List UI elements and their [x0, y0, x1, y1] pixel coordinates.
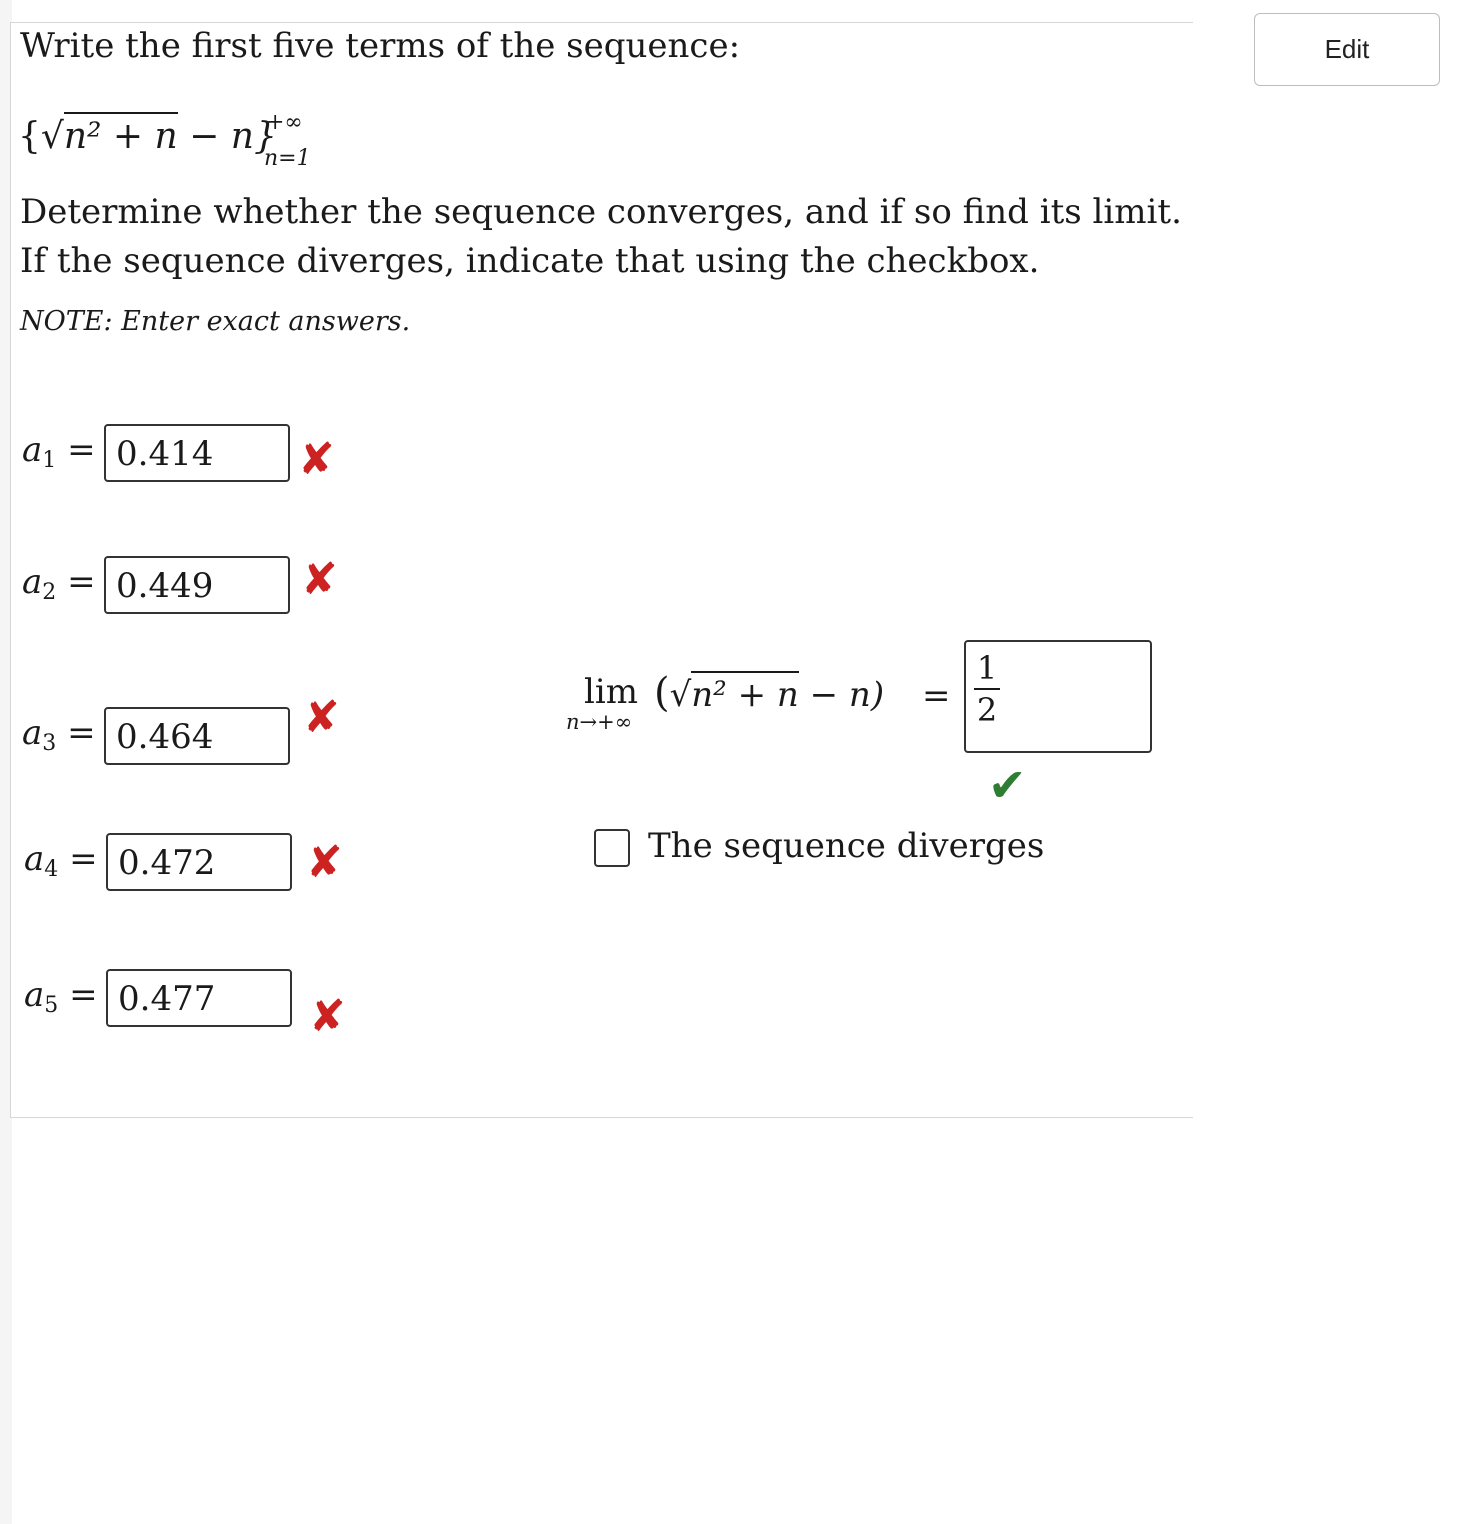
- diverges-label[interactable]: The sequence diverges: [648, 826, 1045, 866]
- a5-label: $a_5$ =: [24, 975, 98, 1018]
- a5-wrong-icon: ✘: [309, 991, 346, 1042]
- note-text: NOTE: Enter exact answers.: [20, 306, 411, 337]
- a4-wrong-icon: ✘: [306, 837, 343, 888]
- a5-input[interactable]: 0.477: [106, 969, 292, 1027]
- a3-wrong-icon: ✘: [303, 692, 340, 743]
- a1-wrong-icon: ✘: [298, 434, 335, 485]
- a4-input[interactable]: 0.472: [106, 833, 292, 891]
- question-line-1: Write the first five terms of the sequence:: [20, 26, 741, 66]
- edit-button[interactable]: Edit: [1254, 13, 1440, 86]
- question-line-3: If the sequence diverges, indicate that using the checkbox.: [20, 241, 1040, 281]
- sequence-expression: {√n² + n − n}: [18, 116, 277, 157]
- sequence-lower-bound: n=1: [264, 146, 311, 171]
- limit-numerator: 1: [976, 649, 998, 687]
- limit-correct-icon: ✔: [988, 758, 1027, 812]
- fraction-bar: [974, 688, 1000, 690]
- limit-fraction: [974, 650, 1000, 728]
- limit-subscript: n→+∞: [566, 710, 633, 734]
- a1-label: $a_1$ =: [22, 430, 96, 473]
- diverges-checkbox[interactable]: [594, 829, 630, 867]
- a3-input[interactable]: 0.464: [104, 707, 290, 765]
- a2-wrong-icon: ✘: [301, 554, 338, 605]
- sequence-radicand: n² + n: [64, 112, 178, 157]
- a1-input[interactable]: 0.414: [104, 424, 290, 482]
- sequence-tail: − n}: [177, 116, 277, 157]
- limit-lim: lim: [584, 672, 638, 712]
- limit-expression: (√n² + n − n): [654, 670, 885, 716]
- sequence-upper-bound: +∞: [266, 110, 303, 135]
- a4-label: $a_4$ =: [24, 839, 98, 882]
- a2-label: $a_2$ =: [22, 562, 96, 605]
- sequence-open-brace: {: [18, 116, 41, 157]
- limit-denominator: 2: [976, 691, 998, 729]
- limit-equals: =: [922, 676, 951, 716]
- a3-label: $a_3$ =: [22, 713, 96, 756]
- limit-input[interactable]: [964, 640, 1152, 753]
- question-line-2: Determine whether the sequence converges, and if so find its limit.: [20, 192, 1182, 232]
- a2-input[interactable]: 0.449: [104, 556, 290, 614]
